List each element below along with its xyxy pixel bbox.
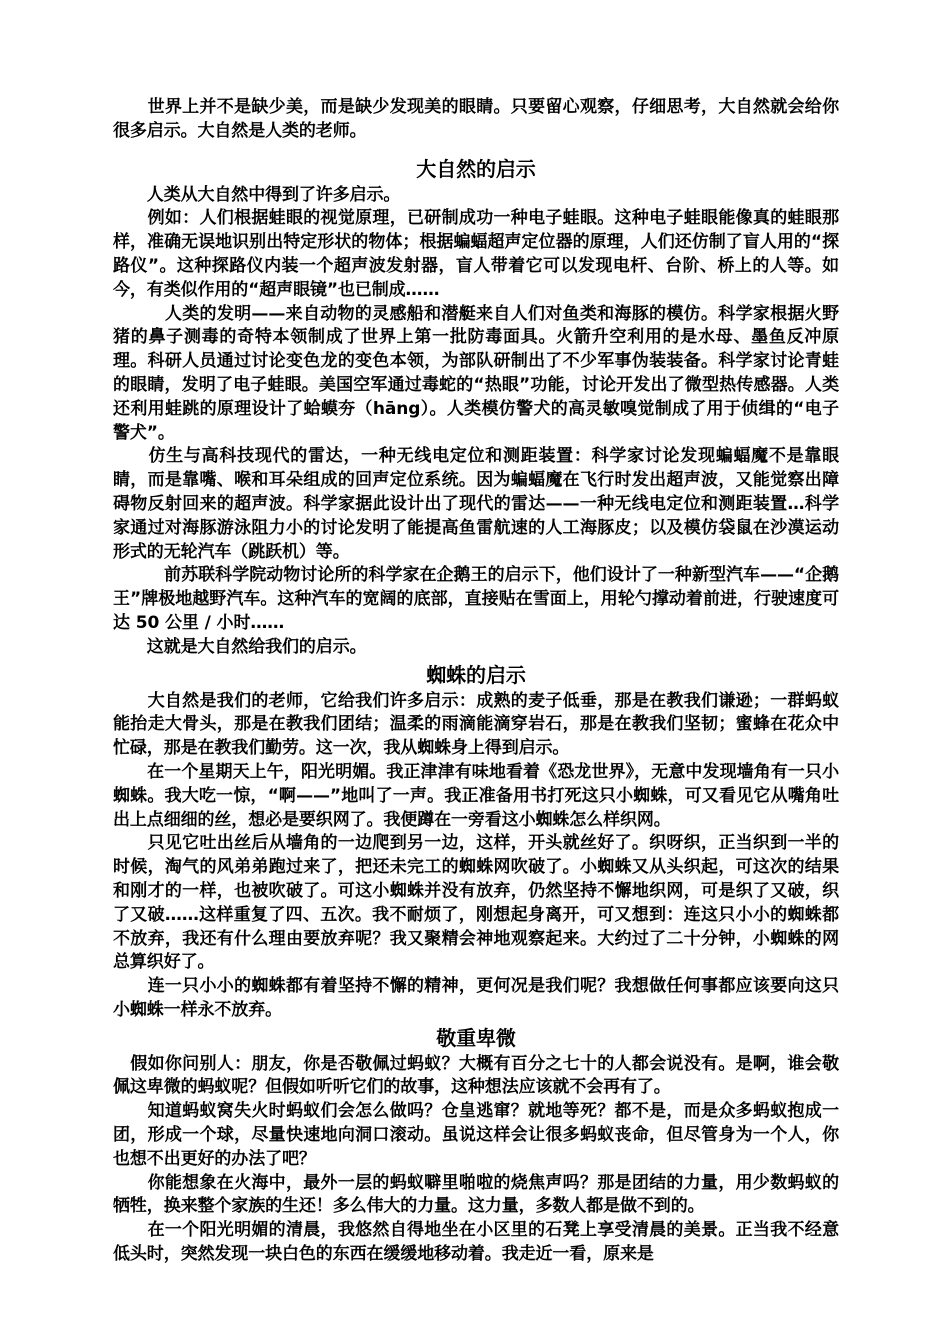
paragraph: 仿生与高科技现代的雷达，一种无线电定位和测距装置：科学家讨论发现蝙蝠魔不是靠眼睛，而是靠嘴、喉和耳朵组成的回声定位系统。因为蝙蝠魔在飞行时发出超声波，又能觉察出障碍物反射回来的超声波。科学家据此设计出了现代的雷达——一种无线电定位和测距装置…科学家通过对海豚游泳阻力小的讨论发明了能提高鱼雷航速的人工海豚皮；以及模仿袋鼠在沙漠运动形式的无轮汽车（跳跃机）等。 <box>113 446 839 562</box>
paragraph: 人类从大自然中得到了许多启示。 <box>113 184 401 205</box>
paragraph: 大自然是我们的老师，它给我们许多启示：成熟的麦子低垂，那是在教我们谦逊；一群蚂蚁能抬走大骨头，那是在教我们团结；温柔的雨滴能滴穿岩石，那是在教我们坚韧；蜜蜂在花众中忙碌，那是在教我们勤劳。这一次，我从蜘蛛身上得到启示。 <box>113 690 839 759</box>
document-page <box>113 96 839 1267</box>
paragraph: 前苏联科学院动物讨论所的科学家在企鹅王的启示下，他们设计了一种新型汽车——“企鹅王”牌极地越野汽车。这种汽车的宽阔的底部，直接贴在雪面上，用轮勺撑动着前进，行驶速度可达 50 公里 / 小时…… <box>113 565 839 633</box>
paragraph: 人类的发明——来自动物的灵感船和潜艇来自人们对鱼类和海豚的模仿。科学家根据火野猪的鼻子测毒的奇特本领制成了世界上第一批防毒面具。火箭升空利用的是水母、墨鱼反冲原理。科研人员通过讨论变色龙的变色本领，为部队研制出了不少军事伪装装备。科学家讨论青蛙的眼睛，发明了电子蛙眼。美国空军通过毒蛇的“热眼”功能，讨论开发出了微型热传感器。人类还利用蛙跳的原理设计了蛤蟆夯（hāng）。人类模仿警犬的高灵敏嗅觉制成了用于侦缉的“电子警犬”。 <box>113 303 839 443</box>
paragraph: 连一只小小的蜘蛛都有着坚持不懈的精神，更何况是我们呢？我想做任何事都应该要向这只小蜘蛛一样永不放弃。 <box>113 976 839 1020</box>
paragraph: 知道蚂蚁窝失火时蚂蚁们会怎么做吗？仓皇逃窜？就地等死？都不是，而是众多蚂蚁抱成一团，形成一个球，尽量快速地向洞口滚动。虽说这样会让很多蚂蚁丧命，但尽管身为一个人，你也想不出更好的办法了吧？ <box>113 1101 839 1169</box>
paragraph: 这就是大自然给我们的启示。 <box>113 636 367 657</box>
paragraph: 你能想象在火海中，最外一层的蚂蚁噼里啪啦的烧焦声吗？那是团结的力量，用少数蚂蚁的牺牲，换来整个家族的生还！多么伟大的力量。这力量，多数人都是做不到的。 <box>113 1172 839 1217</box>
section-title-respect-the-humble: 敬重卑微 <box>436 1025 516 1050</box>
paragraph: 例如：人们根据蛙眼的视觉原理，已研制成功一种电子蛙眼。这种电子蛙眼能像真的蛙眼那样，准确无误地识别出特定形状的物体；根据蝙蝠超声定位器的原理，人们还仿制了盲人用的“探路仪”。这种探路仪内装一个超声波发射器，盲人带着它可以发现电杆、台阶、桥上的人等。如今，有类似作用的“超声眼镜”也已制成…… <box>113 208 839 300</box>
section-title-nature-inspiration: 大自然的启示 <box>416 156 536 181</box>
paragraph: 只见它吐出丝后从墙角的一边爬到另一边，这样，开头就丝好了。织呀织，正当织到一半的时候，淘气的风弟弟跑过来了，把还未完工的蜘蛛网吹破了。小蜘蛛又从头织起，可这次的结果和刚才的一样，也被吹破了。可这小蜘蛛并没有放弃，仍然坚持不懈地织网，可是织了又破，织了又破……这样重复了四、五次。我不耐烦了，刚想起身离开，可又想到：连这只小小的蜘蛛都不放弃，我还有什么理由要放弃呢？我又聚精会神地观察起来。大约过了二十分钟，小蜘蛛的网总算织好了。 <box>113 833 839 973</box>
section-title-spider-inspiration: 蜘蛛的启示 <box>426 662 526 687</box>
paragraph: 假如你问别人：朋友，你是否敬佩过蚂蚁？大概有百分之七十的人都会说没有。是啊，谁会敬佩这卑微的蚂蚁呢？但假如听听它们的故事，这种想法应该就不会再有了。 <box>113 1053 839 1098</box>
paragraph: 在一个阳光明媚的清晨，我悠然自得地坐在小区里的石凳上享受清晨的美景。正当我不经意低头时，突然发现一块白色的东西在缓缓地移动着。我走近一看，原来是 <box>113 1220 839 1265</box>
intro-paragraph: 世界上并不是缺少美，而是缺少发现美的眼睛。只要留心观察，仔细思考，大自然就会给你很多启示。大自然是人类的老师。 <box>113 97 839 141</box>
paragraph: 在一个星期天上午，阳光明媚。我正津津有味地看着《恐龙世界》，无意中发现墙角有一只小蜘蛛。我大吃一惊，“啊——”地叫了一声。我正准备用书打死这只小蜘蛛，可又看见它从嘴角吐出上点细细的丝，想必是要织网了。我便蹲在一旁看这小蜘蛛怎么样织网。 <box>113 761 839 830</box>
